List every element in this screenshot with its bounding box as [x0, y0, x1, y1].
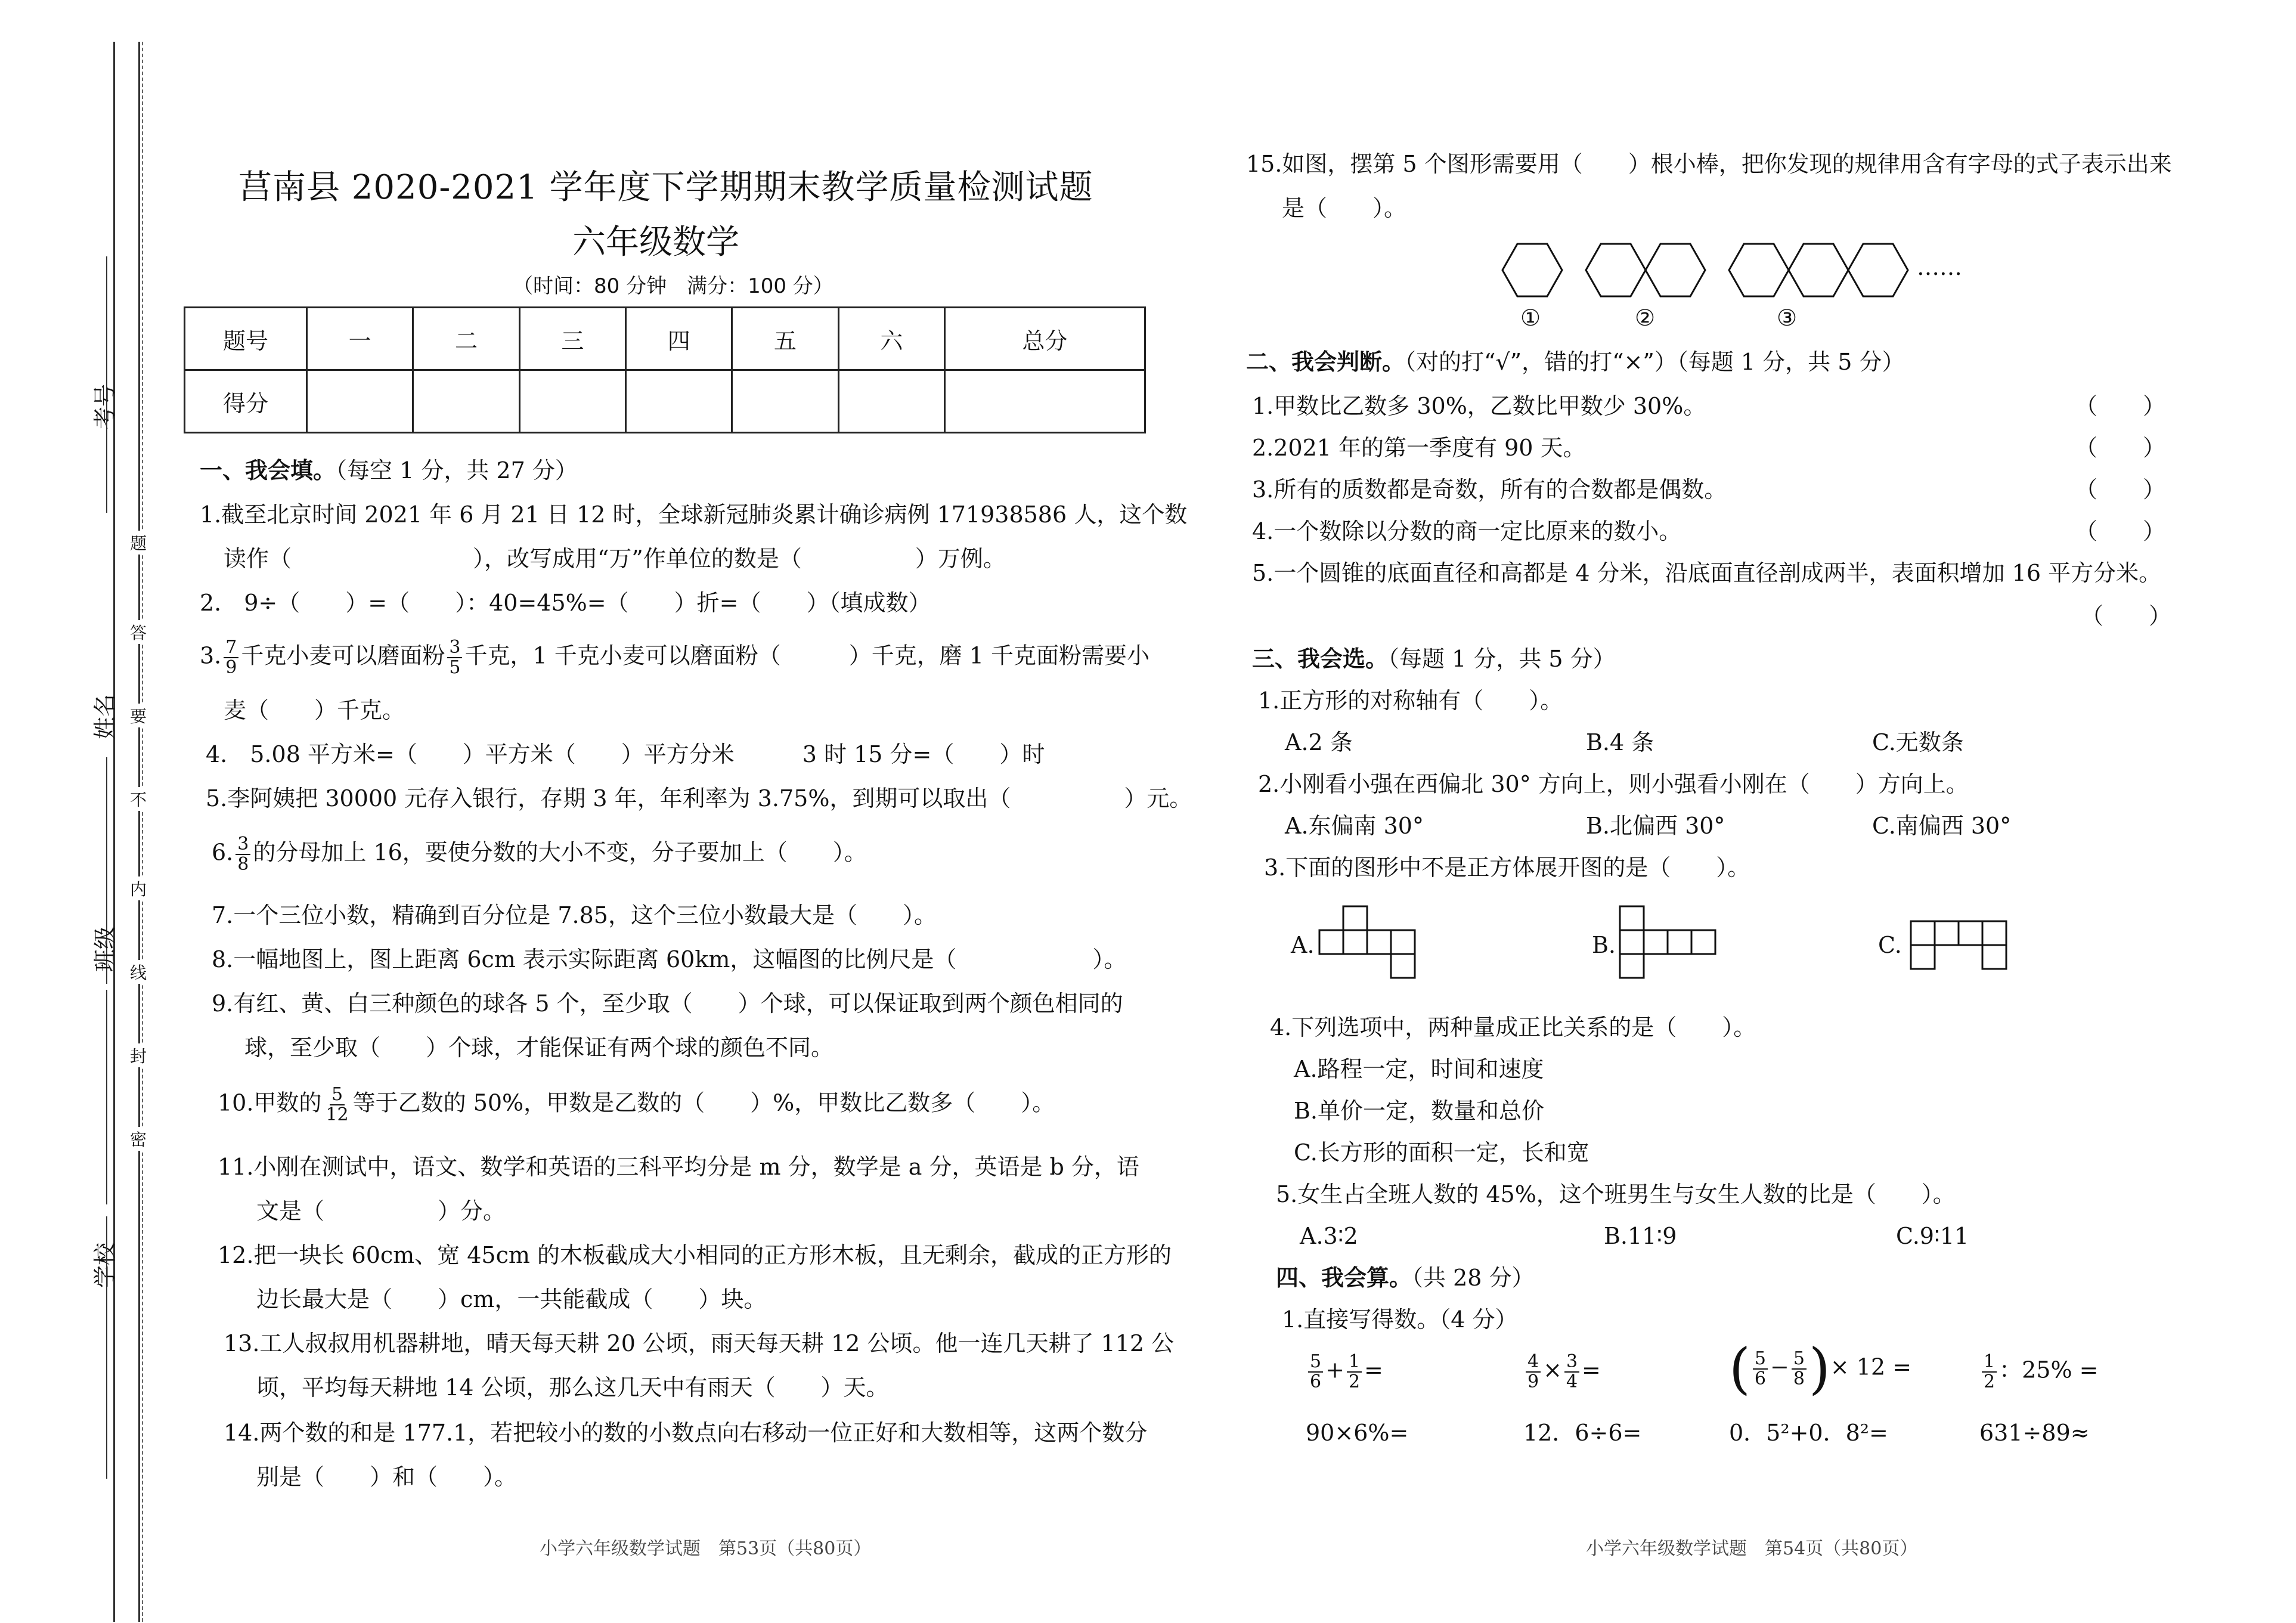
- choice-3-option-c[interactable]: C.: [1878, 932, 1902, 958]
- q6-number: 6.: [212, 839, 234, 866]
- choice-5: 5.女生占全班人数的 45%，这个班男生与女生人数的比是（ ）。: [1276, 1181, 1956, 1207]
- q12-line-1: 12.把一块长 60cm、宽 45cm 的木板截成大小相同的正方形木板，且无剩余，截成的正方形的: [218, 1242, 1172, 1268]
- hexagon: [1848, 244, 1908, 296]
- side-label-name: 姓名: [92, 693, 118, 739]
- q14-line-1: 14.两个数的和是 177.1，若把较小的数的小数点向右移动一位正好和大数相等，这两个数分: [224, 1420, 1148, 1446]
- left-paren-icon: (: [1729, 1337, 1750, 1401]
- score-header-cell: 五: [732, 308, 838, 370]
- score-header-cell: 二: [413, 308, 519, 370]
- judge-item-4: 4.一个数除以分数的商一定比原来的数小。: [1252, 518, 1682, 544]
- score-cell[interactable]: [838, 370, 944, 433]
- hexagon: [1502, 244, 1562, 296]
- hex-label-2: ②: [1635, 305, 1656, 331]
- q2: 2. 9÷（ ）=（ ）：40=45%=（ ）折=（ ）（填成数）: [200, 590, 931, 616]
- denominator: 6: [1310, 1371, 1322, 1392]
- section-2-title: 二、我会判断。: [1246, 348, 1405, 375]
- choice-2: 2.小刚看小强在西偏北 30° 方向上，则小强看小刚在（ ）方向上。: [1258, 771, 1969, 797]
- score-table: [184, 306, 1146, 433]
- choice-4-option-c[interactable]: C.长方形的面积一定，长和宽: [1294, 1139, 1589, 1166]
- q13-line-1: 13.工人叔叔用机器耕地，晴天每天耕 20 公顷，雨天每天耕 12 公顷。他一连几天耕了 112 公: [224, 1330, 1175, 1356]
- margin-dashed-line: [142, 42, 143, 1622]
- section-3-heading: [1252, 645, 1616, 673]
- q11-line-1: 11.小刚在测试中，语文、数学和英语的三科平均分是 m 分，数学是 a 分，英语是 b 分，语: [218, 1154, 1139, 1180]
- calc-item-d: [1979, 1352, 2098, 1392]
- cube-net-a-icon: [1316, 905, 1430, 984]
- cube-net-b-icon: [1617, 905, 1724, 984]
- hex-label-1: ①: [1520, 305, 1541, 331]
- numerator: 3: [1564, 1352, 1579, 1373]
- calc-item-f: 12．6÷6=: [1523, 1420, 1642, 1446]
- seal-char: 要: [130, 704, 147, 727]
- margin-line-outer: [113, 42, 115, 1622]
- choice-5-option-a[interactable]: A.3∶2: [1300, 1223, 1358, 1249]
- fraction: [1753, 1349, 1768, 1389]
- choice-2-option-a[interactable]: A.东偏南 30°: [1285, 813, 1424, 839]
- exam-subtitle: 六年级数学: [572, 223, 739, 262]
- section-2-heading: [1246, 348, 1904, 376]
- numerator: 5: [1792, 1349, 1807, 1370]
- seal-char: 线: [130, 960, 147, 984]
- q1-line-2: 读作（ ），改写成用“万”作单位的数是（ ）万例。: [224, 546, 1006, 572]
- q6: [212, 835, 867, 874]
- q10: [218, 1085, 1055, 1125]
- denominator: 2: [1348, 1371, 1361, 1392]
- choice-5-option-c[interactable]: C.9∶11: [1896, 1223, 1969, 1249]
- choice-3: 3.下面的图形中不是正方体展开图的是（ ）。: [1264, 854, 1750, 881]
- section-4-note: （共 28 分）: [1412, 1265, 1535, 1291]
- choice-3-option-a[interactable]: A.: [1291, 932, 1315, 958]
- hexagon: [1586, 244, 1646, 296]
- score-cell[interactable]: [945, 370, 1145, 433]
- score-table-score-row: [185, 370, 1145, 433]
- calc-item-c: [1729, 1337, 1912, 1401]
- times-12-equals: × 12 =: [1830, 1353, 1912, 1380]
- seal-char: 题: [130, 531, 147, 555]
- q9-line-1: 9.有红、黄、白三种颜色的球各 5 个，至少取（ ）个球，可以保证取到两个颜色相同的: [212, 990, 1123, 1017]
- equals-sign: =: [1364, 1356, 1383, 1383]
- choice-1: 1.正方形的对称轴有（ ）。: [1258, 687, 1563, 714]
- calc-item-a: [1306, 1352, 1383, 1392]
- section-3-note: （每题 1 分，共 5 分）: [1388, 646, 1616, 672]
- score-cell[interactable]: [732, 370, 838, 433]
- numerator: 3: [236, 835, 250, 855]
- calc-item-b: [1523, 1352, 1601, 1392]
- plus-sign: +: [1325, 1356, 1344, 1383]
- calc-item-e: 90×6%=: [1306, 1420, 1409, 1446]
- minus-sign: −: [1770, 1353, 1789, 1380]
- numerator: 7: [224, 638, 238, 658]
- denominator: 9: [225, 657, 237, 678]
- choice-2-option-b[interactable]: B.北偏西 30°: [1586, 813, 1725, 839]
- judge-answer-blank[interactable]: （ ）: [2075, 476, 2166, 503]
- denominator: 9: [1527, 1371, 1539, 1392]
- q14-line-2: 别是（ ）和（ ）。: [256, 1464, 518, 1490]
- q15-line-2: 是（ ）。: [1282, 195, 1407, 221]
- score-row-label: 得分: [185, 370, 307, 433]
- choice-1-option-a[interactable]: A.2 条: [1285, 729, 1353, 755]
- numerator: 5: [330, 1085, 345, 1105]
- q8: 8.一幅地图上，图上距离 6cm 表示实际距离 60km，这幅图的比例尺是（ ）。: [212, 946, 1127, 972]
- q13-line-2: 顷，平均每天耕地 14 公顷，那么这几天中有雨天（ ）天。: [256, 1374, 889, 1401]
- q7: 7.一个三位小数，精确到百分位是 7.85，这个三位小数最大是（ ）。: [212, 902, 937, 928]
- numerator: 4: [1526, 1352, 1541, 1373]
- q3-text-mid: 千克小麦可以磨面粉: [241, 642, 445, 669]
- choice-3-option-b[interactable]: B.: [1592, 932, 1616, 958]
- section-3-title: 三、我会选。: [1252, 645, 1389, 672]
- side-label-exam-number: 考号: [92, 383, 118, 429]
- denominator: 6: [1754, 1368, 1766, 1389]
- choice-1-option-b[interactable]: B.4 条: [1586, 729, 1654, 755]
- score-cell[interactable]: [626, 370, 732, 433]
- score-header-cell: 题号: [185, 308, 307, 370]
- right-paren-icon: ): [1808, 1337, 1830, 1401]
- q4: 4. 5.08 平方米=（ ）平方米（ ）平方分米 3 时 15 分=（ ）时: [206, 741, 1045, 767]
- score-header-cell: 三: [519, 308, 625, 370]
- right-page-footer: 小学六年级数学试题 第54页（共80页）: [1586, 1538, 1918, 1559]
- numerator: 5: [1753, 1349, 1768, 1370]
- denominator: 8: [237, 854, 249, 875]
- seal-char: 答: [130, 620, 147, 644]
- section-4-heading: [1276, 1264, 1535, 1291]
- hexagon: [1646, 244, 1705, 296]
- fraction: [1308, 1352, 1323, 1392]
- hexagon: [1789, 244, 1848, 296]
- left-page-footer: 小学六年级数学试题 第53页（共80页）: [540, 1538, 872, 1559]
- side-label-school: 学校: [92, 1242, 118, 1288]
- score-cell[interactable]: [413, 370, 519, 433]
- section-4-title: 四、我会算。: [1276, 1264, 1412, 1291]
- q3-text-post: 千克，1 千克小麦可以磨面粉（ ）千克，磨 1 千克面粉需要小: [464, 642, 1150, 669]
- hexagon-pattern-figure: [1491, 236, 1956, 337]
- hex-label-3: ③: [1777, 305, 1798, 331]
- exam-title: 莒南县 2020-2021 学年度下学期期末教学质量检测试题: [238, 168, 1093, 207]
- q3-number: 3.: [200, 642, 222, 669]
- q10-text-pre: 10.甲数的: [218, 1089, 322, 1116]
- judge-item-1: 1.甲数比乙数多 30%，乙数比甲数少 30%。: [1252, 393, 1706, 419]
- ratio-expression: ：25% =: [1999, 1356, 2099, 1383]
- fraction-3-5: [447, 638, 462, 677]
- judge-item-5: 5.一个圆锥的底面直径和高都是 4 分米，沿底面直径剖成两半，表面积增加 16 平方分米。: [1252, 560, 2162, 586]
- exam-time-info: （时间：80 分钟 满分：100 分）: [513, 274, 833, 298]
- choice-5-option-b[interactable]: B.11∶9: [1604, 1223, 1677, 1249]
- q12-line-2: 边长最大是（ ）cm，一共能截成（ ）块。: [256, 1286, 767, 1312]
- score-header-cell: 总分: [945, 308, 1145, 370]
- q6-text: 的分母加上 16，要使分数的大小不变，分子要加上（ ）。: [253, 839, 867, 866]
- calc-item-h: 631÷89≈: [1979, 1420, 2090, 1446]
- q9-line-2: 球，至少取（ ）个球，才能保证有两个球的颜色不同。: [244, 1034, 834, 1061]
- seal-char: 封: [130, 1043, 147, 1067]
- fraction: [1982, 1352, 1997, 1392]
- section-1-note: （每空 1 分，共 27 分）: [336, 457, 578, 484]
- numerator: 1: [1982, 1352, 1997, 1373]
- score-header-cell: 一: [307, 308, 413, 370]
- q11-line-2: 文是（ ）分。: [256, 1198, 506, 1224]
- choice-4: 4.下列选项中，两种量成正比关系的是（ ）。: [1270, 1014, 1756, 1040]
- fraction: [1792, 1349, 1807, 1389]
- denominator: 2: [1984, 1371, 1996, 1392]
- score-table-header-row: [185, 308, 1145, 370]
- choice-1-option-c[interactable]: C.无数条: [1872, 729, 1964, 755]
- judge-item-3: 3.所有的质数都是奇数，所有的合数都是偶数。: [1252, 476, 1727, 503]
- judge-answer-blank[interactable]: （ ）: [2075, 435, 2166, 461]
- q3-line-2: 麦（ ）千克。: [224, 697, 405, 723]
- times-sign: ×: [1543, 1356, 1562, 1383]
- numerator: 1: [1347, 1352, 1362, 1373]
- judge-answer-blank[interactable]: （ ）: [2075, 393, 2166, 419]
- q15-line-1: 15.如图，摆第 5 个图形需要用（ ）根小棒，把你发现的规律用含有字母的式子表示出来: [1246, 151, 2172, 177]
- score-header-cell: 四: [626, 308, 732, 370]
- equals-sign: =: [1582, 1356, 1601, 1383]
- denominator: 5: [449, 657, 461, 678]
- seal-char: 内: [130, 876, 147, 900]
- seal-char: 密: [130, 1127, 147, 1151]
- side-underline-exam-number: [106, 256, 107, 513]
- q1-line-1: 1.截至北京时间 2021 年 6 月 21 日 12 时，全球新冠肺炎累计确诊病例 171938586 人，这个数: [200, 501, 1188, 528]
- numerator: 5: [1308, 1352, 1323, 1373]
- denominator: 8: [1793, 1368, 1805, 1389]
- choice-4-option-b[interactable]: B.单价一定，数量和总价: [1294, 1098, 1545, 1124]
- fraction-5-12: [324, 1085, 350, 1125]
- numerator: 3: [447, 638, 462, 658]
- fraction-7-9: [224, 638, 238, 677]
- side-label-class: 班级: [92, 926, 118, 972]
- hex-more-ellipsis: ……: [1917, 254, 1962, 280]
- judge-answer-blank[interactable]: （ ）: [2075, 518, 2166, 544]
- judge-answer-blank[interactable]: （ ）: [2081, 603, 2172, 629]
- judge-item-2: 2.2021 年的第一季度有 90 天。: [1252, 435, 1586, 461]
- fraction: [1526, 1352, 1541, 1392]
- side-underline-class: [106, 990, 107, 1204]
- fraction: [1347, 1352, 1362, 1392]
- section-2-note: （对的打“√”，错的打“×”）（每题 1 分，共 5 分）: [1405, 349, 1905, 375]
- cube-net-c-icon: [1908, 918, 2015, 975]
- fraction: [1564, 1352, 1579, 1392]
- denominator: 12: [326, 1104, 349, 1125]
- side-underline-school: [106, 1216, 107, 1479]
- calc-section-title: 1.直接写得数。（4 分）: [1282, 1306, 1518, 1333]
- calc-item-g: 0．5²+0．8²=: [1729, 1420, 1888, 1446]
- score-header-cell: 六: [838, 308, 944, 370]
- section-1-title: 一、我会填。: [200, 457, 336, 484]
- hexagon: [1729, 244, 1789, 296]
- choice-4-option-a[interactable]: A.路程一定，时间和速度: [1294, 1056, 1544, 1082]
- choice-2-option-c[interactable]: C.南偏西 30°: [1872, 813, 2012, 839]
- denominator: 4: [1566, 1371, 1578, 1392]
- fraction-3-8: [236, 835, 250, 874]
- section-1-heading: [200, 457, 578, 484]
- q10-text-post: 等于乙数的 50%，甲数是乙数的（ ）%，甲数比乙数多（ ）。: [352, 1089, 1055, 1116]
- q3-line-1: [200, 638, 1149, 677]
- margin-line-inner: [138, 42, 140, 1622]
- score-cell[interactable]: [519, 370, 625, 433]
- q5: 5.李阿姨把 30000 元存入银行，存期 3 年，年利率为 3.75%，到期可以取出（ ）元。: [206, 785, 1192, 811]
- seal-char: 不: [130, 787, 147, 811]
- score-cell[interactable]: [307, 370, 413, 433]
